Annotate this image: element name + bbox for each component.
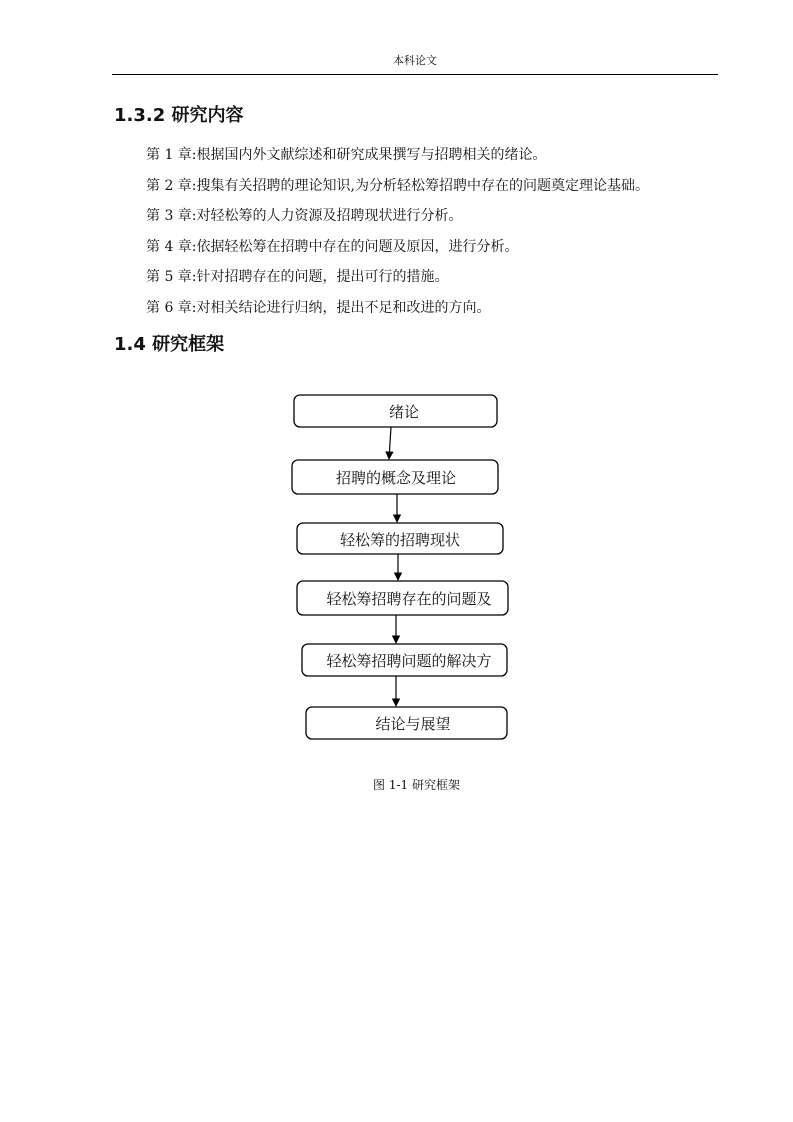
flow-label-problems: 轻松筹招聘存在的问题及: [326, 590, 492, 608]
section-heading-1-3-2: 1.3.2 研究内容: [114, 105, 244, 126]
flow-step-concept-theory: [292, 460, 498, 494]
flow-label-solutions: 轻松筹招聘问题的解决方: [326, 652, 492, 670]
flow-step-intro: [294, 395, 497, 427]
chapter-item-6: 第 6 章:对相关结论进行归纳，提出不足和改进的方向。: [146, 299, 491, 316]
flow-label-current-status: 轻松筹的招聘现状: [339, 531, 461, 549]
section-heading-1-4: 1.4 研究框架: [114, 334, 225, 355]
chapter-item-4: 第 4 章:依据轻松筹在招聘中存在的问题及原因，进行分析。: [146, 238, 519, 255]
figure-caption: 图 1-1 研究框架: [373, 778, 460, 792]
flow-step-solutions: [302, 644, 507, 676]
flow-arrow-1: [389, 427, 391, 459]
flow-step-conclusion: [306, 707, 507, 739]
flow-label-intro: 绪论: [388, 403, 420, 421]
flow-step-current-status: [297, 523, 503, 554]
flow-step-problems: [297, 581, 508, 615]
flow-label-conclusion: 结论与展望: [375, 715, 451, 733]
flow-label-concept-theory: 招聘的概念及理论: [335, 469, 457, 487]
chapter-item-5: 第 5 章:针对招聘存在的问题，提出可行的措施。: [146, 269, 449, 286]
chapter-item-3: 第 3 章:对轻松筹的人力资源及招聘现状进行分析。: [146, 208, 463, 225]
chapter-item-2: 第 2 章:搜集有关招聘的理论知识,为分析轻松筹招聘中存在的问题奠定理论基础。: [146, 177, 649, 194]
chapter-item-1: 第 1 章:根据国内外文献综述和研究成果撰写与招聘相关的绪论。: [146, 147, 547, 163]
header-title: 本科论文: [393, 54, 437, 67]
